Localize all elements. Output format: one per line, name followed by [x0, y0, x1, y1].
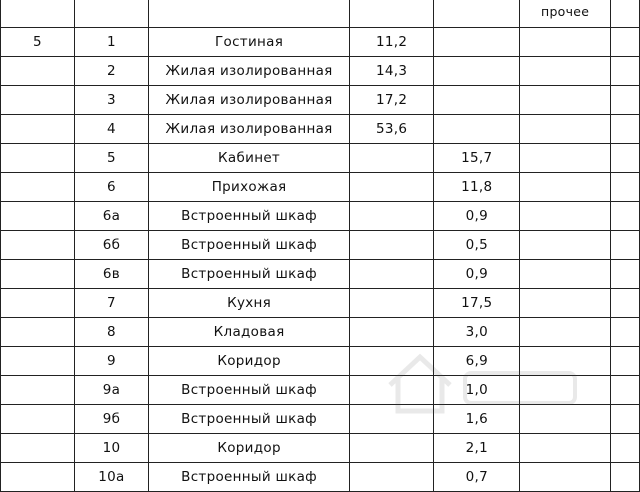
other-area-cell: [520, 260, 611, 289]
table-row: [1, 231, 640, 260]
room-number-cell: 2: [74, 57, 148, 86]
extra-cell: [610, 231, 639, 260]
room-name-cell: Прихожая: [149, 173, 350, 202]
room-name-cell: Коридор: [149, 434, 350, 463]
header-cell: [149, 0, 350, 28]
header-cell: [350, 0, 434, 28]
room-name-cell: Встроенный шкаф: [149, 202, 350, 231]
living-area-cell: [350, 376, 434, 405]
table-row: [1, 289, 640, 318]
other-area-cell: [520, 86, 611, 115]
extra-cell: [610, 202, 639, 231]
room-number-cell: 1: [74, 28, 148, 57]
section-number-cell: [1, 260, 75, 289]
room-number-cell: 9а: [74, 376, 148, 405]
extra-cell: [610, 28, 639, 57]
room-number-cell: 10а: [74, 463, 148, 492]
aux-area-cell: [434, 86, 520, 115]
section-number-cell: [1, 173, 75, 202]
other-area-cell: [520, 57, 611, 86]
room-number-cell: 6в: [74, 260, 148, 289]
section-number-cell: [1, 86, 75, 115]
section-number-cell: [1, 231, 75, 260]
room-number-cell: 4: [74, 115, 148, 144]
other-area-cell: [520, 405, 611, 434]
aux-area-cell: [434, 57, 520, 86]
header-cell: [434, 0, 520, 28]
aux-area-cell: [434, 28, 520, 57]
extra-cell: [610, 86, 639, 115]
room-number-cell: 8: [74, 318, 148, 347]
other-area-cell: [520, 318, 611, 347]
section-number-cell: [1, 115, 75, 144]
other-area-cell: [520, 173, 611, 202]
header-cell-other: прочее: [520, 0, 611, 28]
other-area-cell: [520, 144, 611, 173]
extra-cell: [610, 347, 639, 376]
living-area-cell: [350, 231, 434, 260]
room-name-cell: Коридор: [149, 347, 350, 376]
other-area-cell: [520, 434, 611, 463]
room-name-cell: Гостиная: [149, 28, 350, 57]
aux-area-cell: 0,7: [434, 463, 520, 492]
other-area-cell: [520, 289, 611, 318]
aux-area-cell: 17,5: [434, 289, 520, 318]
table-row: [1, 463, 640, 492]
table-row: [1, 28, 640, 57]
extra-cell: [610, 463, 639, 492]
living-area-cell: [350, 202, 434, 231]
other-area-cell: [520, 115, 611, 144]
other-area-cell: [520, 376, 611, 405]
table-header-row: [1, 0, 640, 28]
room-number-cell: 7: [74, 289, 148, 318]
room-name-cell: Жилая изолированная: [149, 115, 350, 144]
extra-cell: [610, 318, 639, 347]
extra-cell: [610, 376, 639, 405]
extra-cell: [610, 173, 639, 202]
section-number-cell: [1, 463, 75, 492]
header-cell: [74, 0, 148, 28]
table-row: [1, 144, 640, 173]
section-number-cell: [1, 57, 75, 86]
other-area-cell: [520, 231, 611, 260]
room-number-cell: 6: [74, 173, 148, 202]
living-area-cell: 17,2: [350, 86, 434, 115]
table-row: [1, 202, 640, 231]
room-name-cell: Встроенный шкаф: [149, 405, 350, 434]
section-number-cell: [1, 202, 75, 231]
room-number-cell: 6б: [74, 231, 148, 260]
header-cell: [1, 0, 75, 28]
other-area-cell: [520, 202, 611, 231]
extra-cell: [610, 144, 639, 173]
living-area-cell: [350, 144, 434, 173]
room-name-cell: Встроенный шкаф: [149, 463, 350, 492]
room-number-cell: 10: [74, 434, 148, 463]
room-number-cell: 9б: [74, 405, 148, 434]
other-area-cell: [520, 347, 611, 376]
table-row: [1, 86, 640, 115]
aux-area-cell: 2,1: [434, 434, 520, 463]
section-number-cell: [1, 289, 75, 318]
living-area-cell: [350, 434, 434, 463]
living-area-cell: [350, 463, 434, 492]
other-area-cell: [520, 463, 611, 492]
room-number-cell: 3: [74, 86, 148, 115]
living-area-cell: [350, 289, 434, 318]
aux-area-cell: 0,9: [434, 202, 520, 231]
aux-area-cell: 0,9: [434, 260, 520, 289]
room-name-cell: Жилая изолированная: [149, 86, 350, 115]
extra-cell: [610, 57, 639, 86]
section-number-cell: [1, 318, 75, 347]
room-name-cell: Жилая изолированная: [149, 57, 350, 86]
header-cell: [610, 0, 639, 28]
room-name-cell: Кабинет: [149, 144, 350, 173]
table-row: [1, 347, 640, 376]
table-row: [1, 376, 640, 405]
room-name-cell: Встроенный шкаф: [149, 231, 350, 260]
table-row: [1, 260, 640, 289]
section-number-cell: [1, 376, 75, 405]
room-number-cell: 5: [74, 144, 148, 173]
living-area-cell: [350, 318, 434, 347]
aux-area-cell: 3,0: [434, 318, 520, 347]
other-area-cell: [520, 28, 611, 57]
aux-area-cell: 1,0: [434, 376, 520, 405]
extra-cell: [610, 289, 639, 318]
table-row: [1, 405, 640, 434]
section-number-cell: [1, 347, 75, 376]
aux-area-cell: 15,7: [434, 144, 520, 173]
living-area-cell: [350, 405, 434, 434]
section-number-cell: [1, 405, 75, 434]
table-row: [1, 318, 640, 347]
table-row: [1, 115, 640, 144]
room-name-cell: Встроенный шкаф: [149, 260, 350, 289]
extra-cell: [610, 260, 639, 289]
living-area-cell: 14,3: [350, 57, 434, 86]
living-area-cell: [350, 347, 434, 376]
living-area-cell: [350, 173, 434, 202]
extra-cell: [610, 434, 639, 463]
aux-area-cell: 0,5: [434, 231, 520, 260]
room-name-cell: Встроенный шкаф: [149, 376, 350, 405]
aux-area-cell: 11,8: [434, 173, 520, 202]
table-row: [1, 173, 640, 202]
extra-cell: [610, 115, 639, 144]
room-number-cell: 9: [74, 347, 148, 376]
room-name-cell: Кухня: [149, 289, 350, 318]
section-number-cell: [1, 434, 75, 463]
extra-cell: [610, 405, 639, 434]
table-row: [1, 434, 640, 463]
living-area-cell: 11,2: [350, 28, 434, 57]
aux-area-cell: [434, 115, 520, 144]
room-name-cell: Кладовая: [149, 318, 350, 347]
table-body: [1, 0, 640, 492]
living-area-cell: 53,6: [350, 115, 434, 144]
section-number-cell: [1, 144, 75, 173]
room-number-cell: 6а: [74, 202, 148, 231]
section-number-cell: 5: [1, 28, 75, 57]
table-row: [1, 57, 640, 86]
aux-area-cell: 6,9: [434, 347, 520, 376]
aux-area-cell: 1,6: [434, 405, 520, 434]
living-area-cell: [350, 260, 434, 289]
